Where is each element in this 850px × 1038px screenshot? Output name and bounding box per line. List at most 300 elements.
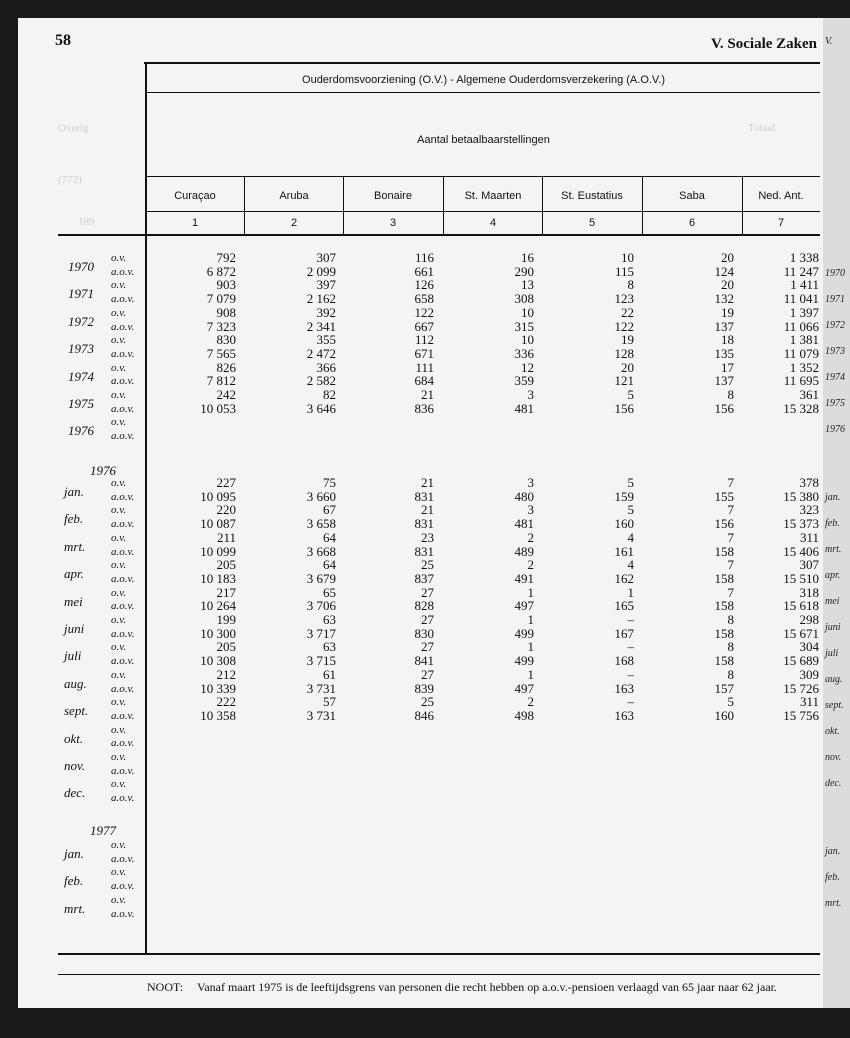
cell-value: 1: [627, 584, 634, 600]
cell-value: 497: [514, 598, 534, 614]
cell-value: 22: [621, 304, 634, 320]
cell-value: 156: [714, 516, 734, 532]
cell-value: 2 341: [306, 318, 336, 334]
row-type-ov: o.v.: [111, 668, 127, 681]
cell-value: 307: [799, 557, 819, 573]
row-type-aov: a.o.v.: [111, 545, 135, 558]
edge-label: 1976: [825, 424, 845, 435]
cell-value: 67: [323, 502, 336, 518]
rule-under-colnums: [58, 234, 820, 236]
bleed-text: 189: [78, 216, 95, 228]
column-number: 2: [290, 217, 298, 229]
cell-value: 27: [421, 584, 434, 600]
cell-value: 3 731: [306, 680, 336, 696]
cell-value: 158: [714, 570, 734, 586]
cell-value: 8: [727, 639, 734, 655]
row-type-ov: o.v.: [111, 361, 127, 374]
column-header: Aruba: [279, 190, 309, 202]
cell-value: 837: [414, 570, 434, 586]
cell-value: 82: [323, 387, 336, 402]
cell-value: 25: [421, 694, 434, 710]
cell-value: 10 053: [200, 400, 236, 416]
cell-value: 1 338: [789, 250, 819, 265]
cell-value: 3 660: [306, 488, 336, 504]
row-type-ov: o.v.: [111, 778, 127, 791]
cell-value: 8: [727, 666, 734, 682]
cell-value: 20: [621, 359, 634, 375]
cell-value: 165: [614, 598, 634, 614]
col-sep: [443, 176, 444, 234]
row-label: 1974: [68, 368, 94, 384]
row-type-aov: a.o.v.: [111, 518, 135, 531]
cell-value: 15 373: [783, 516, 819, 532]
cell-value: 1: [527, 639, 534, 655]
row-type-ov: o.v.: [111, 723, 127, 736]
cell-value: 307: [316, 250, 336, 265]
cell-value: 64: [323, 557, 336, 573]
cell-value: 298: [799, 612, 819, 627]
row-type-ov: o.v.: [111, 696, 127, 709]
cell-value: 497: [514, 680, 534, 696]
cell-value: 1 352: [789, 359, 819, 375]
row-type-aov: a.o.v.: [111, 682, 135, 695]
cell-value: 211: [216, 529, 236, 545]
rule-top: [144, 62, 820, 64]
edge-label: dec.: [825, 778, 842, 789]
cell-value: 491: [514, 570, 534, 586]
cell-value: 27: [421, 612, 434, 627]
cell-value: 161: [614, 543, 634, 559]
cell-value: 121: [614, 373, 634, 389]
cell-value: 157: [714, 680, 734, 696]
cell-value: 3 715: [306, 653, 336, 669]
col-sep: [343, 176, 344, 234]
cell-value: 10: [521, 332, 534, 348]
table-sub-header: Aantal betaalbaarstellingen: [417, 134, 550, 146]
cell-value: 355: [316, 332, 336, 348]
cell-value: 8: [627, 277, 634, 293]
cell-value: 903: [216, 277, 236, 293]
cell-value: 378: [799, 475, 819, 490]
row-type-ov: o.v.: [111, 641, 127, 654]
row-label: sept.: [64, 703, 89, 719]
cell-value: 122: [414, 304, 434, 320]
row-type-aov: a.o.v.: [111, 709, 135, 722]
column-header: Curaçao: [174, 190, 216, 202]
cell-value: 8: [727, 387, 734, 402]
cell-value: 7 565: [206, 345, 236, 361]
cell-value: 27: [421, 639, 434, 655]
cell-value: 23: [421, 529, 434, 545]
year-heading: 1976: [90, 463, 116, 478]
cell-value: 7: [727, 502, 734, 518]
year-heading: 1977: [90, 823, 116, 838]
cell-value: 7 812: [206, 373, 236, 389]
edge-label: 1973: [825, 346, 845, 357]
cell-value: 115: [614, 263, 634, 279]
cell-value: 242: [216, 387, 236, 402]
rule-under-title: [147, 92, 820, 93]
row-label: mrt.: [64, 900, 86, 916]
edge-label: mrt.: [825, 544, 842, 555]
edge-label: apr.: [825, 570, 841, 581]
cell-value: 3 646: [306, 400, 336, 416]
cell-value: 11 247: [783, 263, 819, 279]
cell-value: 116: [414, 250, 434, 265]
cell-value: 132: [714, 291, 734, 307]
row-type-aov: a.o.v.: [111, 347, 135, 360]
cell-value: 3: [527, 475, 534, 490]
cell-value: 392: [316, 304, 336, 320]
cell-value: 137: [714, 373, 734, 389]
cell-value: 10 358: [200, 707, 236, 723]
cell-value: 5: [627, 502, 634, 518]
cell-value: 222: [216, 694, 236, 710]
cell-value: 10 300: [200, 625, 236, 641]
column-header: St. Eustatius: [561, 190, 623, 202]
cell-value: 10 339: [200, 680, 236, 696]
row-type-ov: o.v.: [111, 893, 127, 906]
edge-label: 1975: [825, 398, 845, 409]
row-type-ov: o.v.: [111, 334, 127, 347]
cell-value: 290: [514, 263, 534, 279]
section-title: V. Sociale Zaken: [711, 36, 817, 52]
edge-label: aug.: [825, 674, 843, 685]
row-type-ov: o.v.: [111, 389, 127, 401]
cell-value: 7: [727, 529, 734, 545]
column-header: Bonaire: [374, 190, 412, 202]
col-sep: [244, 176, 245, 234]
cell-value: 15 328: [783, 400, 819, 416]
cell-value: 366: [316, 359, 336, 375]
row-label: nov.: [64, 758, 86, 773]
column-number: 3: [389, 217, 397, 229]
cell-value: 830: [414, 625, 434, 641]
cell-value: 2 472: [306, 345, 336, 361]
cell-value: 19: [721, 304, 734, 320]
cell-value: –: [627, 639, 634, 655]
cell-value: 205: [216, 639, 236, 655]
cell-value: 311: [799, 694, 819, 710]
cell-value: 3 679: [306, 570, 336, 586]
cell-value: 831: [414, 488, 434, 504]
rule-note: [58, 974, 820, 975]
row-type-ov: o.v.: [111, 531, 127, 544]
edge-label: okt.: [825, 726, 840, 737]
row-type-ov: o.v.: [111, 504, 127, 517]
row-type-aov: a.o.v.: [111, 764, 135, 777]
row-label: feb.: [64, 511, 84, 527]
cell-value: 7 079: [206, 291, 236, 307]
cell-value: 2 162: [306, 291, 336, 307]
row-label: 1972: [68, 313, 94, 329]
row-type-aov: a.o.v.: [111, 402, 135, 415]
cell-value: 1: [527, 584, 534, 600]
cell-value: 10 183: [200, 570, 236, 586]
edge-label: mei: [825, 596, 840, 607]
row-type-ov: o.v.: [111, 477, 127, 489]
row-type-ov: o.v.: [111, 252, 127, 264]
cell-value: 128: [614, 345, 634, 361]
cell-value: 156: [714, 400, 734, 416]
col-sep: [542, 176, 543, 234]
cell-value: 667: [414, 318, 434, 334]
row-label: 1976: [68, 423, 94, 439]
cell-value: 199: [216, 612, 236, 627]
cell-value: 15 380: [783, 488, 819, 504]
row-type-aov: a.o.v.: [111, 792, 135, 805]
row-label: feb.: [64, 873, 84, 889]
cell-value: 19: [621, 332, 634, 348]
row-label: aug.: [64, 675, 87, 691]
cell-value: 122: [614, 318, 634, 334]
cell-value: 1 397: [789, 304, 819, 320]
cell-value: 836: [414, 400, 434, 416]
cell-value: 15 406: [783, 543, 819, 559]
cell-value: 831: [414, 543, 434, 559]
cell-value: 1: [527, 666, 534, 682]
column-number: 5: [588, 217, 596, 229]
edge-label: 1970: [825, 268, 845, 279]
cell-value: 15 510: [783, 570, 819, 586]
row-type-aov: a.o.v.: [111, 490, 135, 503]
cell-value: 27: [421, 666, 434, 682]
cell-value: 397: [316, 277, 336, 293]
cell-value: 227: [216, 475, 236, 490]
cell-value: 839: [414, 680, 434, 696]
cell-value: 10 264: [200, 598, 236, 614]
edge-label: juli: [825, 648, 839, 659]
cell-value: 159: [614, 488, 634, 504]
edge-label: V.: [825, 36, 833, 47]
cell-value: 160: [614, 516, 634, 532]
cell-value: 65: [323, 584, 336, 600]
row-type-aov: a.o.v.: [111, 737, 135, 750]
cell-value: 671: [414, 345, 434, 361]
cell-value: 21: [421, 502, 434, 518]
cell-value: 11 695: [783, 373, 819, 389]
cell-value: 3 706: [306, 598, 336, 614]
row-label: 1975: [68, 396, 94, 411]
row-type-aov: a.o.v.: [111, 907, 135, 920]
cell-value: 2 099: [306, 263, 336, 279]
cell-value: 158: [714, 625, 734, 641]
edge-label: jan.: [825, 846, 841, 857]
cell-value: 11 079: [783, 345, 819, 361]
cell-value: 167: [614, 625, 634, 641]
row-label: jan.: [64, 846, 84, 861]
cell-value: 10 308: [200, 653, 236, 669]
next-page-edge: [823, 18, 850, 1008]
row-label: jan.: [64, 484, 84, 499]
cell-value: 359: [514, 373, 534, 389]
cell-value: 10 099: [200, 543, 236, 559]
cell-value: 4: [627, 557, 634, 573]
cell-value: 162: [614, 570, 634, 586]
cell-value: 308: [514, 291, 534, 307]
row-type-aov: a.o.v.: [111, 655, 135, 668]
row-type-ov: o.v.: [111, 586, 127, 599]
row-label: 1971: [68, 286, 94, 302]
cell-value: 658: [414, 291, 434, 307]
row-label: juli: [64, 648, 82, 664]
cell-value: 205: [216, 557, 236, 573]
cell-value: 64: [323, 529, 336, 545]
column-header: Ned. Ant.: [758, 190, 804, 202]
row-type-ov: o.v.: [111, 866, 127, 879]
row-type-aov: a.o.v.: [111, 572, 135, 585]
rule-under-colnames: [147, 211, 820, 212]
edge-label: 1972: [825, 320, 845, 331]
cell-value: 1 411: [790, 277, 819, 293]
document-page: [18, 18, 823, 1008]
cell-value: 10: [521, 304, 534, 320]
cell-value: 111: [415, 359, 434, 375]
cell-value: 18: [721, 332, 734, 348]
cell-value: 75: [323, 475, 336, 490]
bleed-text: Totaal: [748, 122, 776, 134]
cell-value: 220: [216, 502, 236, 518]
column-header: St. Maarten: [464, 190, 522, 202]
cell-value: –: [627, 694, 634, 710]
cell-value: 163: [614, 707, 634, 723]
cell-value: 7: [727, 557, 734, 573]
cell-value: 499: [514, 625, 534, 641]
cell-value: 123: [614, 291, 634, 307]
cell-value: 3 717: [306, 625, 336, 641]
cell-value: 21: [421, 387, 434, 402]
cell-value: 158: [714, 543, 734, 559]
cell-value: 156: [614, 400, 634, 416]
cell-value: 315: [514, 318, 534, 334]
cell-value: 5: [727, 694, 734, 710]
cell-value: 6 872: [206, 263, 236, 279]
edge-label: 1971: [825, 294, 845, 305]
page-number: 58: [55, 32, 71, 49]
cell-value: 155: [714, 488, 734, 504]
cell-value: 1 381: [789, 332, 819, 348]
cell-value: 361: [799, 387, 819, 402]
edge-label: jan.: [825, 492, 841, 503]
cell-value: 217: [216, 584, 236, 600]
row-label: juni: [64, 621, 85, 636]
cell-value: 10 087: [200, 516, 236, 532]
cell-value: 25: [421, 557, 434, 573]
column-number: 7: [777, 217, 785, 229]
edge-label: nov.: [825, 752, 842, 763]
cell-value: 15 671: [783, 625, 819, 641]
row-type-aov: a.o.v.: [111, 375, 135, 388]
rule-under-subtitle: [147, 176, 820, 177]
row-label: apr.: [64, 566, 84, 582]
row-type-aov: a.o.v.: [111, 293, 135, 306]
cell-value: 304: [799, 639, 819, 655]
cell-value: 10 095: [200, 488, 236, 504]
row-type-aov: a.o.v.: [111, 320, 135, 333]
row-type-aov: a.o.v.: [111, 880, 135, 893]
column-number: 6: [688, 217, 696, 229]
cell-value: 137: [714, 318, 734, 334]
column-header: Saba: [679, 190, 705, 202]
cell-value: 481: [514, 516, 534, 532]
row-type-ov: o.v.: [111, 614, 127, 626]
cell-value: 830: [216, 332, 236, 348]
cell-value: 499: [514, 653, 534, 669]
cell-value: 3: [527, 502, 534, 518]
col-sep: [642, 176, 643, 234]
row-type-ov: o.v.: [111, 416, 127, 429]
cell-value: 160: [714, 707, 734, 723]
cell-value: 323: [799, 502, 819, 518]
cell-value: 21: [421, 475, 434, 490]
cell-value: 61: [323, 666, 336, 682]
cell-value: 480: [514, 488, 534, 504]
edge-label: feb.: [825, 518, 840, 529]
cell-value: 489: [514, 543, 534, 559]
cell-value: 2: [527, 557, 534, 573]
cell-value: 57: [323, 694, 336, 710]
cell-value: 20: [721, 277, 734, 293]
cell-value: 112: [414, 332, 434, 348]
edge-label: juni: [825, 622, 841, 633]
cell-value: 135: [714, 345, 734, 361]
note-label: NOOT:: [147, 980, 184, 994]
cell-value: 13: [521, 277, 534, 293]
cell-value: 124: [714, 263, 734, 279]
cell-value: 661: [414, 263, 434, 279]
cell-value: 908: [216, 304, 236, 320]
cell-value: 212: [216, 666, 236, 682]
cell-value: 2: [527, 694, 534, 710]
cell-value: 10: [621, 250, 634, 265]
row-type-aov: a.o.v.: [111, 600, 135, 613]
cell-value: 158: [714, 653, 734, 669]
row-label: mrt.: [64, 538, 86, 554]
cell-value: 3 658: [306, 516, 336, 532]
row-type-ov: o.v.: [111, 839, 127, 851]
row-label: okt.: [64, 730, 84, 746]
cell-value: 3 668: [306, 543, 336, 559]
rule-bottom: [58, 953, 820, 955]
cell-value: 7: [727, 584, 734, 600]
cell-value: 17: [721, 359, 734, 375]
cell-value: 126: [414, 277, 434, 293]
cell-value: 3: [527, 387, 534, 402]
cell-value: 16: [521, 250, 534, 265]
cell-value: 163: [614, 680, 634, 696]
cell-value: 15 618: [783, 598, 819, 614]
cell-value: 826: [216, 359, 236, 375]
cell-value: 15 756: [783, 707, 819, 723]
cell-value: 15 726: [783, 680, 819, 696]
cell-value: 841: [414, 653, 434, 669]
cell-value: 158: [714, 598, 734, 614]
cell-value: –: [627, 612, 634, 627]
cell-value: 5: [627, 387, 634, 402]
row-label: mei: [64, 593, 83, 609]
row-type-aov: a.o.v.: [111, 265, 135, 278]
edge-label: sept.: [825, 700, 844, 711]
row-type-ov: o.v.: [111, 751, 127, 763]
cell-value: 831: [414, 516, 434, 532]
cell-value: 846: [414, 707, 434, 723]
cell-value: 11 066: [783, 318, 819, 334]
row-label: dec.: [64, 785, 86, 801]
cell-value: 1: [527, 612, 534, 627]
cell-value: 7 323: [206, 318, 236, 334]
row-type-ov: o.v.: [111, 306, 127, 319]
cell-value: 15 689: [783, 653, 819, 669]
